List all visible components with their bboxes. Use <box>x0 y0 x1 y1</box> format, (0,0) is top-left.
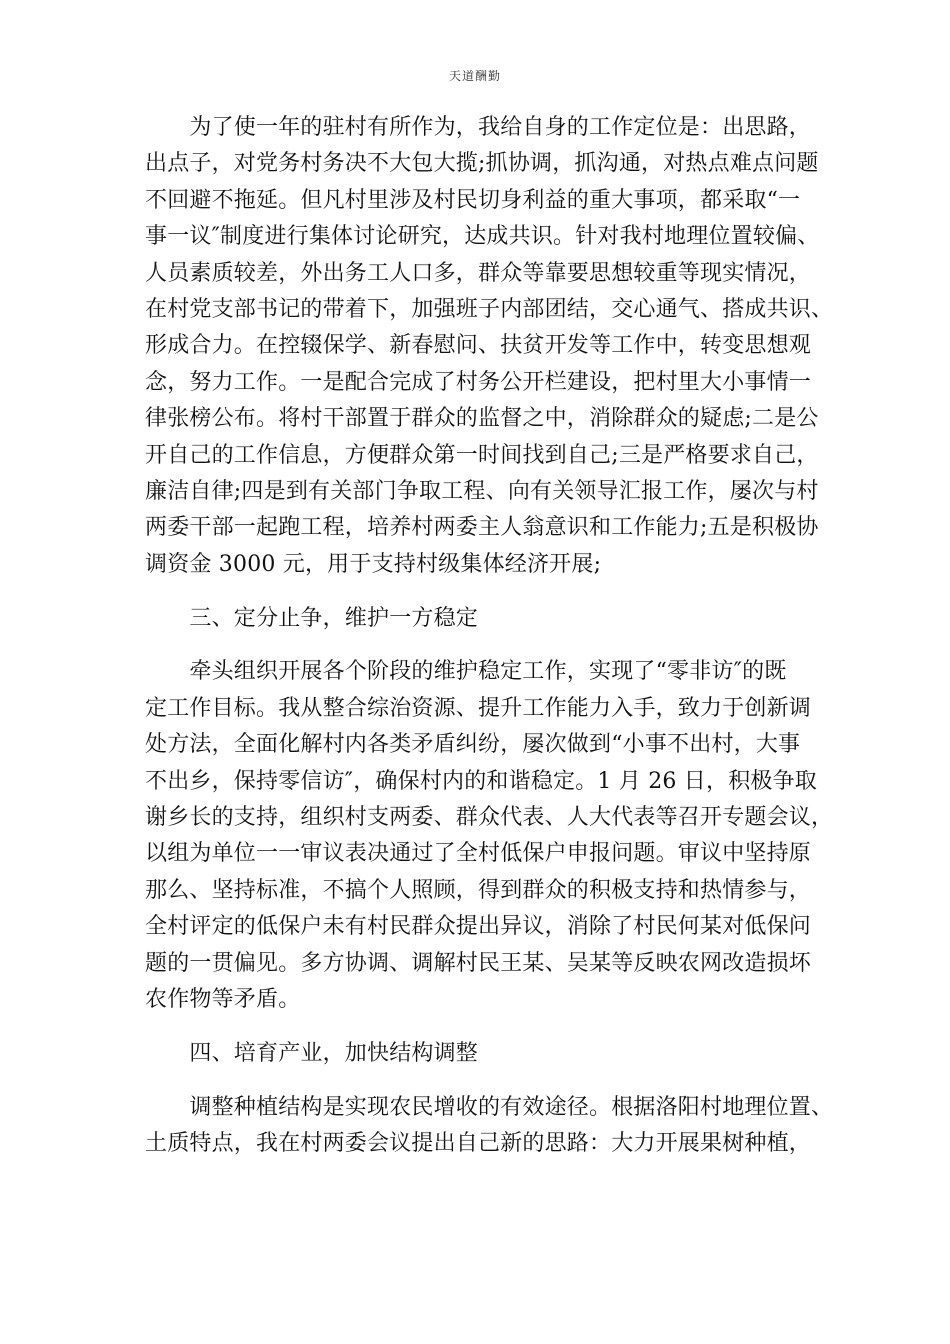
text-line: 不回避不拖延。但凡村里涉及村民切身利益的重大事项，都采取“一 <box>145 187 801 213</box>
document-body <box>145 110 834 1163</box>
page-header: 天道酬勤 <box>448 69 501 83</box>
text-line: 定工作目标。我从整合综治资源、提升工作能力入手，致力于创新调 <box>145 695 812 721</box>
text-line: 为了使一年的驻村有所作为，我给自身的工作定位是：出思路， <box>145 115 812 140</box>
text-line: 开自己的工作信息，方便群众第一时间找到自己;三是严格要求自己， <box>145 442 819 468</box>
text-line: 那么、坚持标准，不搞个人照顾，得到群众的积极支持和热情参与， <box>145 877 812 903</box>
text-line: 廉洁自律;四是到有关部门争取工程、向有关领导汇报工作，屡次与村 <box>145 478 819 504</box>
text-line: 调整种植结构是实现农民增收的有效途径。根据洛阳村地理位置、 <box>145 1094 834 1120</box>
paragraph-gap <box>145 637 815 655</box>
text-line: 人员素质较差，外出务工人口多，群众等靠要思想较重等现实情况， <box>145 260 812 286</box>
text-line: 土质特点，我在村两委会议提出自己新的思路：大力开展果树种植， <box>145 1131 812 1157</box>
text-line: 调资金 3000 元，用于支持村级集体经济开展; <box>145 551 602 577</box>
text-line: 牵头组织开展各个阶段的维护稳定工作，实现了“零非访″的既 <box>145 659 787 685</box>
heading-line: 三、定分止争，维护一方稳定 <box>145 605 479 631</box>
text-line: 以组为单位一一审议表决通过了全村低保户申报问题。审议中坚持原 <box>145 841 812 867</box>
section-heading <box>145 1036 815 1072</box>
text-line: 出点子，对党务村务决不大包大揽;抓协调，抓沟通，对热点难点问题 <box>145 151 819 177</box>
paragraph <box>145 654 834 1018</box>
text-line: 全村评定的低保户未有村民群众提出异议，消除了村民何某对低保问 <box>145 914 812 940</box>
text-line: 两委干部一起跑工程，培养村两委主人翁意识和工作能力;五是积极协 <box>145 515 819 541</box>
text-line: 形成合力。在控辍保学、新春慰问、扶贫开发等工作中，转变思想观 <box>145 333 812 359</box>
text-line: 律张榜公布。将村干部置于群众的监督之中，消除群众的疑虑;二是公 <box>145 406 819 432</box>
paragraph <box>145 110 834 583</box>
paragraph-gap <box>145 1072 815 1090</box>
text-line: 谢乡长的支持，组织村支两委、群众代表、人大代表等召开专题会议， <box>145 805 834 831</box>
section-heading <box>145 601 815 637</box>
text-line: 事一议″制度进行集体讨论研究，达成共识。针对我村地理位置较偏、 <box>145 224 820 250</box>
text-line: 念，努力工作。一是配合完成了村务公开栏建设，把村里大小事情一 <box>145 369 812 395</box>
text-line: 农作物等矛盾。 <box>145 986 301 1012</box>
text-line: 题的一贯偏见。多方协调、调解村民王某、吴某等反映农网改造损坏 <box>145 950 812 976</box>
paragraph-gap <box>145 1018 815 1036</box>
text-line: 不出乡，保持零信访″，确保村内的和谐稳定。1 月 26 日，积极争取 <box>145 768 817 794</box>
paragraph-gap <box>145 583 815 601</box>
paragraph <box>145 1090 834 1163</box>
heading-line: 四、培育产业，加快结构调整 <box>145 1040 479 1066</box>
text-line: 处方法，全面化解村内各类矛盾纠纷，屡次做到“小事不出村，大事 <box>145 732 801 758</box>
text-line: 在村党支部书记的带着下，加强班子内部团结，交心通气、搭成共识、 <box>145 296 834 322</box>
